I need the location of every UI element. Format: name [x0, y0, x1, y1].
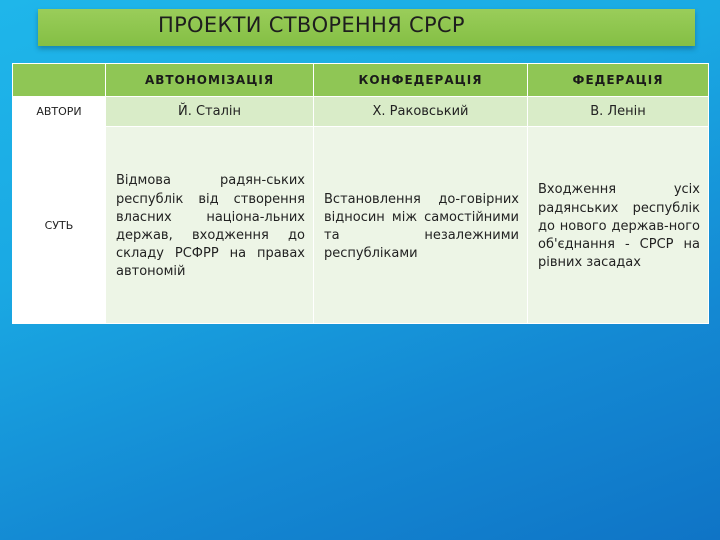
essence-cell-federation: [528, 127, 709, 324]
column-header-autonomization: АВТОНОМІЗАЦІЯ: [106, 64, 314, 97]
row-label-authors: АВТОРИ: [13, 97, 106, 127]
header-corner-cell: [13, 64, 106, 97]
author-confederation: Х. Раковський: [314, 97, 528, 127]
table-header-row: [13, 64, 709, 97]
essence-federation: Входження усіх радянських республік до нового держав-ного об'єднання - СРСР на рівних засадах: [538, 182, 700, 271]
title-banner: [38, 9, 695, 46]
table-row-authors: [13, 97, 709, 127]
slide-title: ПРОЕКТИ СТВОРЕННЯ СРСР: [158, 13, 465, 37]
essence-confederation: Встановлення до-говірних відносин між самостійними та незалежними республіками: [324, 191, 519, 262]
row-label-essence: СУТЬ: [13, 127, 106, 324]
author-federation: В. Ленін: [528, 97, 709, 127]
essence-cell-autonomization: [106, 127, 314, 324]
essence-cell-confederation: [314, 127, 528, 324]
author-autonomization: Й. Сталін: [106, 97, 314, 127]
projects-table: [12, 63, 709, 324]
table-row-essence: [13, 127, 709, 324]
essence-autonomization: Відмова радян-ських республік від створення власних націона-льних держав, входження до складу РСФРР на правах автономій: [116, 173, 305, 280]
column-header-federation: ФЕДЕРАЦІЯ: [528, 64, 709, 97]
column-header-confederation: КОНФЕДЕРАЦІЯ: [314, 64, 528, 97]
